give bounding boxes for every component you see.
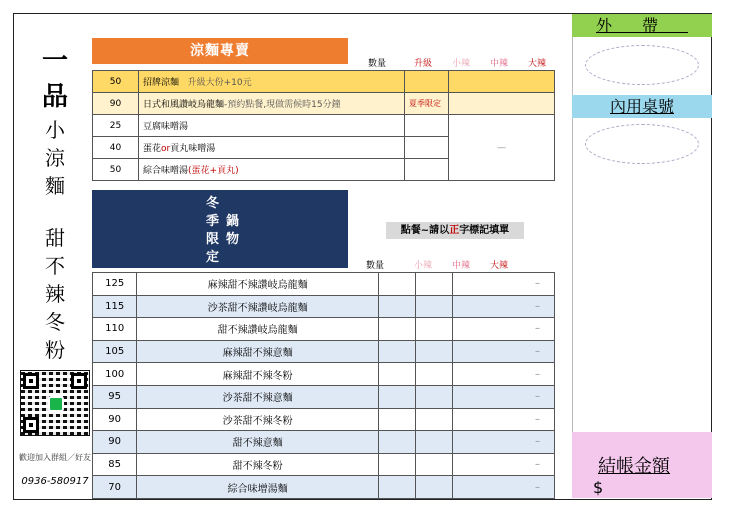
brand-char-4: 涼 [45, 146, 65, 170]
item-name: 沙茶甜不辣冬粉 [137, 408, 379, 431]
dine-in-label: 內用桌號 [572, 95, 712, 118]
spice-cell[interactable] [449, 93, 555, 115]
mild-cell[interactable] [416, 318, 453, 341]
mild-cell[interactable] [416, 431, 453, 454]
item-name: 日式和風讚岐烏龍麵 [143, 100, 225, 110]
brand-char-8: 辣 [45, 282, 65, 306]
section2-title [92, 190, 348, 268]
item-name: 蛋花 [143, 144, 162, 154]
table-row: 100 麻辣甜不辣冬粉 – [93, 363, 555, 386]
hdr2-hot: 大辣 [490, 261, 509, 271]
season-char: 鍋 [226, 214, 240, 229]
seasonal-badge: 夏季限定 [405, 93, 449, 115]
brand-char-10: 粉 [45, 338, 65, 362]
table-row [93, 71, 555, 93]
qty-cell[interactable] [379, 363, 416, 386]
season-char: 定 [206, 250, 220, 265]
qty-cell[interactable] [405, 159, 449, 181]
order-notice: 點餐~請以正字標記填單 [386, 222, 524, 239]
phone-number: 0936-580917 [21, 476, 89, 487]
item-name: 麻辣甜不辣讚岐烏龍麵 [137, 273, 379, 296]
item-name: 沙茶甜不辣意麵 [137, 385, 379, 408]
mild-cell[interactable] [416, 453, 453, 476]
hdr2-qty: 數量 [366, 261, 385, 271]
qty-cell[interactable] [379, 431, 416, 454]
item-name: 麻辣甜不辣冬粉 [137, 363, 379, 386]
qty-cell[interactable] [379, 408, 416, 431]
item-name: 甜不辣冬粉 [137, 453, 379, 476]
hdr2-medium: 中辣 [452, 261, 471, 271]
hdr-hot: 大辣 [528, 59, 547, 69]
mild-cell[interactable] [416, 363, 453, 386]
mild-cell[interactable] [416, 273, 453, 296]
hdr-medium: 中辣 [490, 59, 509, 69]
item-name: 沙茶甜不辣讚岐烏龍麵 [137, 295, 379, 318]
qty-cell[interactable] [379, 385, 416, 408]
item-name-2: 貢丸味噌湯 [170, 144, 216, 154]
table-row: 95 沙茶甜不辣意麵 – [93, 385, 555, 408]
brand-char-3: 小 [45, 118, 65, 142]
takeout-label: 外帶 [572, 14, 712, 37]
qty-cell[interactable] [379, 476, 416, 499]
brand-char-6: 甜 [45, 226, 65, 250]
qty-cell[interactable] [379, 273, 416, 296]
section2-table [92, 272, 555, 499]
table-row [93, 115, 555, 137]
section1-table [92, 70, 555, 181]
qty-cell[interactable] [379, 340, 416, 363]
table-row: 90 甜不辣意麵 – [93, 431, 555, 454]
qr-code-icon [20, 370, 90, 436]
qty-cell[interactable] [405, 115, 449, 137]
item-note: (蛋花+貢丸) [188, 166, 239, 176]
item-name: 招牌涼麵 [143, 78, 180, 88]
hdr-mild: 小辣 [452, 59, 471, 69]
season-char: 冬 [206, 196, 220, 211]
item-note: -預約點餐,現做需候時15分鐘 [224, 100, 341, 110]
qty-cell[interactable] [379, 318, 416, 341]
table-number-field[interactable] [585, 124, 699, 164]
takeout-field[interactable] [585, 45, 699, 85]
table-row: 105 麻辣甜不辣意麵 – [93, 340, 555, 363]
brand-char-1: 一 [41, 46, 68, 76]
item-name: 甜不辣讚岐烏龍麵 [137, 318, 379, 341]
brand-char-5: 麵 [45, 174, 65, 198]
qty-cell[interactable] [405, 71, 449, 93]
item-price: 40 [93, 137, 139, 159]
mild-cell[interactable] [416, 385, 453, 408]
brand-char-2: 品 [41, 82, 68, 112]
table-row: 115 沙茶甜不辣讚岐烏龍麵 – [93, 295, 555, 318]
item-name: 綜合味增湯麵 [137, 476, 379, 499]
item-price: 50 [93, 71, 139, 93]
table-row [93, 93, 555, 115]
brand-char-7: 不 [45, 254, 65, 278]
dash-cell: — [449, 115, 555, 181]
item-price: 50 [93, 159, 139, 181]
mild-cell[interactable] [416, 476, 453, 499]
item-name: 豆腐味噌湯 [139, 115, 405, 137]
table-row: 90 沙茶甜不辣冬粉 – [93, 408, 555, 431]
hdr-upgrade: 升級 [414, 59, 433, 69]
table-row: 85 甜不辣冬粉 – [93, 453, 555, 476]
hdr-qty: 數量 [368, 59, 387, 69]
item-price: 25 [93, 115, 139, 137]
line-logo-icon [48, 396, 64, 412]
item-price: 90 [93, 93, 139, 115]
table-row: 110 甜不辣讚岐烏龍麵 – [93, 318, 555, 341]
season-char: 季 [206, 214, 220, 229]
checkout-label: 結帳金額 [598, 456, 670, 477]
spice-cell[interactable] [449, 71, 555, 93]
currency-symbol[interactable]: $ [593, 478, 604, 497]
mild-cell[interactable] [416, 295, 453, 318]
table-row: 125 麻辣甜不辣讚岐烏龍麵 – [93, 273, 555, 296]
qty-cell[interactable] [379, 295, 416, 318]
season-char: 物 [226, 232, 240, 247]
table-row: 70 綜合味增湯麵 – [93, 476, 555, 499]
brand-char-9: 冬 [45, 310, 65, 334]
item-name: 麻辣甜不辣意麵 [137, 340, 379, 363]
qty-cell[interactable] [379, 453, 416, 476]
season-char: 限 [206, 232, 220, 247]
hdr2-mild: 小辣 [414, 261, 433, 271]
qr-note: 歡迎加入群組／好友 [19, 453, 91, 462]
item-or: or [161, 144, 171, 154]
mild-cell[interactable] [416, 340, 453, 363]
item-note: 升級大份+10元 [187, 78, 252, 88]
item-name: 甜不辣意麵 [137, 431, 379, 454]
item-name: 綜合味噌湯 [143, 166, 189, 176]
section1-title: 涼麵專賣 [92, 38, 348, 64]
mild-cell[interactable] [416, 408, 453, 431]
qty-cell[interactable] [405, 137, 449, 159]
